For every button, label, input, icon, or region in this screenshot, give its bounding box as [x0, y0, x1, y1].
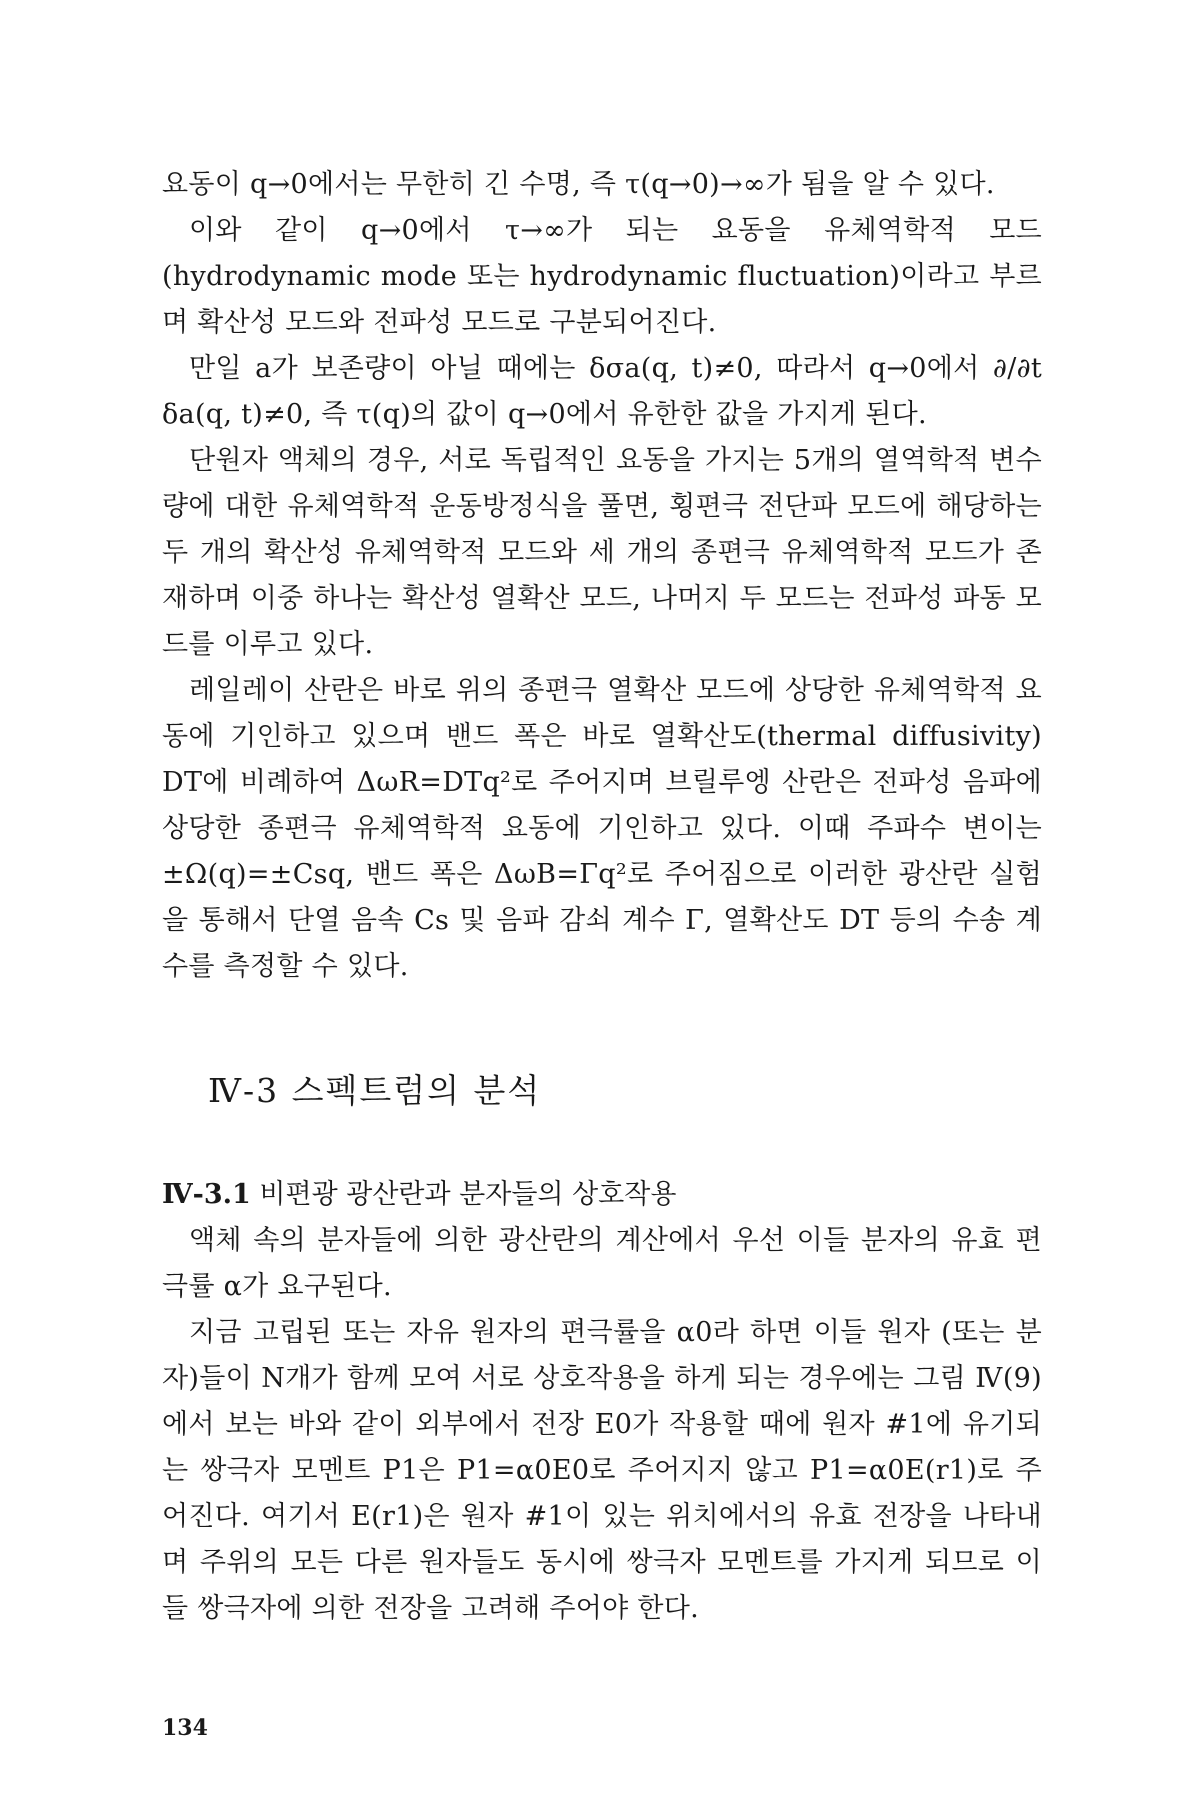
- page-content: [162, 162, 1042, 1632]
- subsection-title: 비편광 광산란과 분자들의 상호작용: [259, 1179, 677, 1210]
- subsection-heading: [162, 1172, 1042, 1218]
- paragraph: 레일레이 산란은 바로 위의 종편극 열확산 모드에 상당한 유체역학적 요동에 기인하고 있으며 밴드 폭은 바로 열확산도(thermal diffusivity) DT에 비례하여 ΔωR=DTq²로 주어지며 브릴루엥 산란은 전파성 음파에 상당한 종편극 유체역학적 요동에 기인하고 있다. 이때 주파수 변이는 ±Ω(q)=±Csq, 밴드 폭은 ΔωB=Γq²로 주어짐으로 이러한 광산란 실험을 통해서 단열 음속 Cs 및 음파 감쇠 계수 Γ, 열확산도 DT 등의 수송 계수를 측정할 수 있다.: [162, 675, 1042, 982]
- paragraph: 액체 속의 분자들에 의한 광산란의 계산에서 우선 이들 분자의 유효 편극률 α가 요구된다.: [162, 1225, 1042, 1302]
- paragraph: 이와 같이 q→0에서 τ→∞가 되는 요동을 유체역학적 모드(hydrodynamic mode 또는 hydrodynamic fluctuation)이라고 부르며 확산성 모드와 전파성 모드로 구분되어진다.: [162, 215, 1042, 338]
- paragraph: 만일 a가 보존량이 아닐 때에는 δσa(q, t)≠0, 따라서 q→0에서 ∂/∂t δa(q, t)≠0, 즉 τ(q)의 값이 q→0에서 유한한 값을 가지게 된다.: [162, 353, 1042, 430]
- paragraph: 지금 고립된 또는 자유 원자의 편극률을 α0라 하면 이들 원자 (또는 분자)들이 N개가 함께 모여 서로 상호작용을 하게 되는 경우에는 그림 Ⅳ(9)에서 보는 바와 같이 외부에서 전장 E0가 작용할 때에 원자 #1에 유기되는 쌍극자 모멘트 P1은 P1=α0E0로 주어지지 않고 P1=α0E(r1)로 주어진다. 여기서 E(r1)은 원자 #1이 있는 위치에서의 유효 전장을 나타내며 주위의 모든 다른 원자들도 동시에 쌍극자 모멘트를 가지게 되므로 이들 쌍극자에 의한 전장을 고려해 주어야 한다.: [162, 1317, 1042, 1624]
- subsection-number: Ⅳ-3.1: [162, 1179, 251, 1210]
- section-title: Ⅳ-3 스펙트럼의 분석: [208, 1071, 542, 1110]
- page-number: 134: [162, 1715, 208, 1741]
- paragraph: 요동이 q→0에서는 무한히 긴 수명, 즉 τ(q→0)→∞가 됨을 알 수 있다.: [162, 169, 995, 200]
- paragraph: 단원자 액체의 경우, 서로 독립적인 요동을 가지는 5개의 열역학적 변수량에 대한 유체역학적 운동방정식을 풀면, 횡편극 전단파 모드에 해당하는 두 개의 확산성 유체역학적 모드와 세 개의 종편극 유체역학적 모드가 존재하며 이중 하나는 확산성 열확산 모드, 나머지 두 모드는 전파성 파동 모드를 이루고 있다.: [162, 445, 1042, 660]
